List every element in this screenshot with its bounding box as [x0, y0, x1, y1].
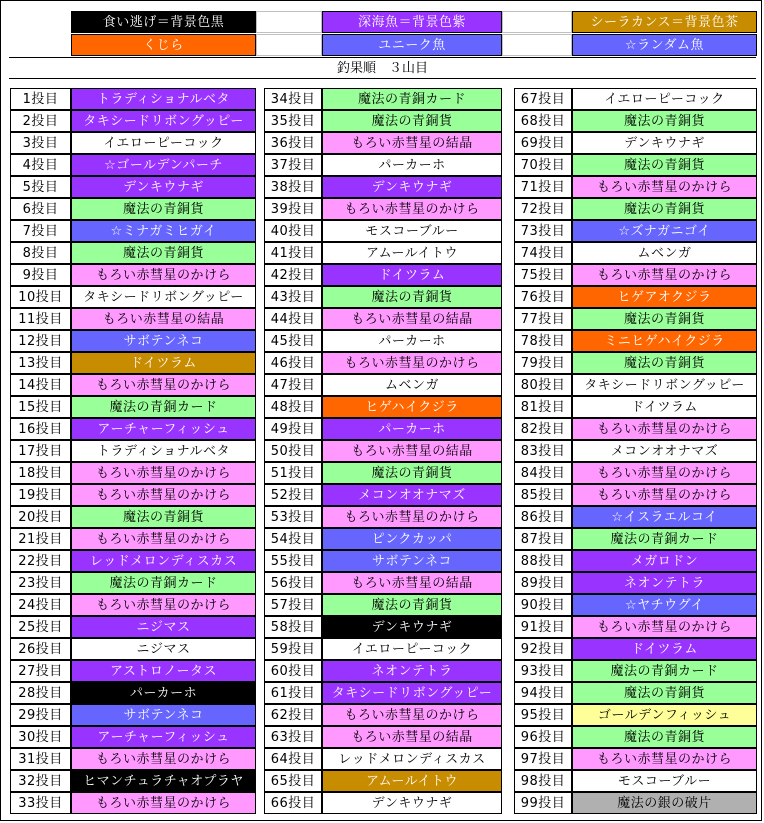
- fish-name: パーカーホ: [322, 418, 502, 440]
- fish-name: もろい赤彗星の結晶: [322, 132, 502, 154]
- fish-name: ムベンガ: [322, 374, 502, 396]
- cast-number: 37投目: [264, 154, 322, 176]
- fish-name: 魔法の青銅貨: [572, 726, 757, 748]
- cast-number: 2投目: [10, 110, 71, 132]
- fish-name: ☆ヤチウグイ: [572, 594, 757, 616]
- cast-number: 96投目: [514, 726, 572, 748]
- cast-number: 76投目: [514, 286, 572, 308]
- cast-number: 54投目: [264, 528, 322, 550]
- cast-number: 13投目: [10, 352, 71, 374]
- fish-name: 魔法の青銅カード: [71, 572, 256, 594]
- cast-number: 1投目: [10, 88, 71, 110]
- cast-number: 11投目: [10, 308, 71, 330]
- cast-number: 98投目: [514, 770, 572, 792]
- fish-name: ☆ミナガミヒガイ: [71, 220, 256, 242]
- cast-number: 52投目: [264, 484, 322, 506]
- fish-name: ヒマンチュラチャオプラヤ: [71, 770, 256, 792]
- fish-name: アムールイトウ: [322, 242, 502, 264]
- fish-name: 魔法の青銅貨: [71, 242, 256, 264]
- fish-name: ニジマス: [71, 638, 256, 660]
- cast-number: 25投目: [10, 616, 71, 638]
- fish-name: ミニヒゲハイクジラ: [572, 330, 757, 352]
- fish-name: メガロドン: [572, 550, 757, 572]
- legend-spacer: [256, 34, 322, 56]
- cast-number: 60投目: [264, 660, 322, 682]
- fish-name: サボテンネコ: [71, 704, 256, 726]
- fish-name: ドイツラム: [71, 352, 256, 374]
- cast-number: 38投目: [264, 176, 322, 198]
- fish-name: 魔法の青銅カード: [71, 396, 256, 418]
- cast-number: 82投目: [514, 418, 572, 440]
- fish-name: アムールイトウ: [322, 770, 502, 792]
- fish-name: アーチャーフィッシュ: [71, 726, 256, 748]
- cast-number: 12投目: [10, 330, 71, 352]
- fish-name: もろい赤彗星の結晶: [322, 440, 502, 462]
- fish-name: 魔法の青銅貨: [322, 286, 502, 308]
- fish-name: メコンオオナマズ: [322, 484, 502, 506]
- fish-name: 魔法の青銅貨: [572, 198, 757, 220]
- cast-number: 87投目: [514, 528, 572, 550]
- fish-name: もろい赤彗星のかけら: [322, 352, 502, 374]
- cast-number: 59投目: [264, 638, 322, 660]
- legend-item: 食い逃げ＝背景色黒: [71, 11, 256, 33]
- cast-number: 71投目: [514, 176, 572, 198]
- fish-name: 魔法の青銅貨: [322, 462, 502, 484]
- cast-number: 61投目: [264, 682, 322, 704]
- fish-name: レッドメロンディスカス: [71, 550, 256, 572]
- cast-number: 36投目: [264, 132, 322, 154]
- fish-name: アストロノータス: [71, 660, 256, 682]
- legend-spacer: [256, 11, 322, 33]
- cast-number: 67投目: [514, 88, 572, 110]
- cast-number: 80投目: [514, 374, 572, 396]
- legend-item: ユニーク魚: [322, 34, 502, 56]
- cast-number: 3投目: [10, 132, 71, 154]
- cast-number: 95投目: [514, 704, 572, 726]
- fish-name: パーカーホ: [322, 154, 502, 176]
- fish-name: もろい赤彗星の結晶: [322, 572, 502, 594]
- cast-number: 93投目: [514, 660, 572, 682]
- cast-number: 41投目: [264, 242, 322, 264]
- cast-number: 64投目: [264, 748, 322, 770]
- fish-name: もろい赤彗星のかけら: [572, 176, 757, 198]
- fish-name: イエローピーコック: [322, 638, 502, 660]
- fish-name: 魔法の青銅貨: [572, 308, 757, 330]
- fish-name: もろい赤彗星のかけら: [322, 704, 502, 726]
- cast-number: 91投目: [514, 616, 572, 638]
- fish-name: 魔法の青銅貨: [322, 594, 502, 616]
- cast-number: 21投目: [10, 528, 71, 550]
- fish-name: タキシードリボングッピー: [71, 110, 256, 132]
- cast-number: 75投目: [514, 264, 572, 286]
- fish-name: 魔法の青銅カード: [572, 528, 757, 550]
- cast-number: 33投目: [10, 792, 71, 814]
- fish-name: ヒゲハイクジラ: [322, 396, 502, 418]
- fish-name: モスコーブルー: [572, 770, 757, 792]
- fish-name: ドイツラム: [572, 396, 757, 418]
- fish-name: 魔法の青銅貨: [572, 154, 757, 176]
- fish-name: もろい赤彗星のかけら: [71, 594, 256, 616]
- fish-name: パーカーホ: [322, 330, 502, 352]
- cast-number: 99投目: [514, 792, 572, 814]
- cast-number: 27投目: [10, 660, 71, 682]
- fish-name: デンキウナギ: [322, 792, 502, 814]
- cast-number: 24投目: [10, 594, 71, 616]
- fish-name: もろい赤彗星の結晶: [322, 308, 502, 330]
- legend-spacer: [502, 34, 572, 56]
- cast-number: 23投目: [10, 572, 71, 594]
- cast-number: 73投目: [514, 220, 572, 242]
- fish-name: 魔法の青銅貨: [322, 110, 502, 132]
- fish-name: ネオンテトラ: [322, 660, 502, 682]
- fish-name: もろい赤彗星のかけら: [572, 616, 757, 638]
- fish-name: ピンクカッパ: [322, 528, 502, 550]
- cast-number: 57投目: [264, 594, 322, 616]
- fish-name: 魔法の青銅カード: [572, 660, 757, 682]
- fish-name: 魔法の青銅貨: [572, 352, 757, 374]
- cast-number: 4投目: [10, 154, 71, 176]
- cast-number: 40投目: [264, 220, 322, 242]
- fish-name: タキシードリボングッピー: [572, 374, 757, 396]
- cast-number: 28投目: [10, 682, 71, 704]
- cast-number: 49投目: [264, 418, 322, 440]
- fish-name: ドイツラム: [322, 264, 502, 286]
- cast-number: 34投目: [264, 88, 322, 110]
- cast-number: 55投目: [264, 550, 322, 572]
- cast-number: 32投目: [10, 770, 71, 792]
- fish-name: もろい赤彗星のかけら: [572, 462, 757, 484]
- legend-item: くじら: [71, 34, 256, 56]
- cast-number: 50投目: [264, 440, 322, 462]
- fish-name: デンキウナギ: [322, 176, 502, 198]
- cast-number: 42投目: [264, 264, 322, 286]
- fish-name: イエローピーコック: [572, 88, 757, 110]
- fish-name: ニジマス: [71, 616, 256, 638]
- cast-number: 66投目: [264, 792, 322, 814]
- cast-number: 39投目: [264, 198, 322, 220]
- fish-name: デンキウナギ: [71, 176, 256, 198]
- fish-name: ネオンテトラ: [572, 572, 757, 594]
- cast-number: 89投目: [514, 572, 572, 594]
- cast-number: 19投目: [10, 484, 71, 506]
- fish-name: もろい赤彗星のかけら: [572, 418, 757, 440]
- fish-name: もろい赤彗星の結晶: [71, 308, 256, 330]
- fish-name: アーチャーフィッシュ: [71, 418, 256, 440]
- fish-name: サボテンネコ: [71, 330, 256, 352]
- fish-name: もろい赤彗星のかけら: [572, 484, 757, 506]
- fish-name: もろい赤彗星のかけら: [71, 484, 256, 506]
- cast-number: 17投目: [10, 440, 71, 462]
- cast-number: 22投目: [10, 550, 71, 572]
- fish-name: もろい赤彗星のかけら: [71, 374, 256, 396]
- cast-number: 14投目: [10, 374, 71, 396]
- fish-name: メコンオオナマズ: [572, 440, 757, 462]
- cast-number: 86投目: [514, 506, 572, 528]
- cast-number: 72投目: [514, 198, 572, 220]
- fish-name: もろい赤彗星のかけら: [71, 528, 256, 550]
- cast-number: 94投目: [514, 682, 572, 704]
- fish-name: 魔法の青銅貨: [71, 198, 256, 220]
- fish-name: もろい赤彗星のかけら: [322, 198, 502, 220]
- cast-number: 51投目: [264, 462, 322, 484]
- fish-name: デンキウナギ: [322, 616, 502, 638]
- fish-name: もろい赤彗星のかけら: [572, 264, 757, 286]
- cast-number: 90投目: [514, 594, 572, 616]
- cast-number: 83投目: [514, 440, 572, 462]
- fish-name: トラディショナルベタ: [71, 440, 256, 462]
- fish-name: レッドメロンディスカス: [322, 748, 502, 770]
- cast-number: 7投目: [10, 220, 71, 242]
- cast-number: 53投目: [264, 506, 322, 528]
- fish-name: もろい赤彗星の結晶: [322, 726, 502, 748]
- legend-item: ☆ランダム魚: [572, 34, 757, 56]
- cast-number: 85投目: [514, 484, 572, 506]
- fish-name: 魔法の青銅カード: [322, 88, 502, 110]
- cast-number: 16投目: [10, 418, 71, 440]
- fish-name: ゴールデンフィッシュ: [572, 704, 757, 726]
- fish-name: 魔法の青銅貨: [572, 110, 757, 132]
- cast-number: 31投目: [10, 748, 71, 770]
- fish-name: もろい赤彗星のかけら: [71, 462, 256, 484]
- cast-number: 9投目: [10, 264, 71, 286]
- cast-number: 8投目: [10, 242, 71, 264]
- cast-number: 65投目: [264, 770, 322, 792]
- cast-number: 77投目: [514, 308, 572, 330]
- fish-name: 魔法の青銅貨: [71, 506, 256, 528]
- cast-number: 29投目: [10, 704, 71, 726]
- cast-number: 92投目: [514, 638, 572, 660]
- cast-number: 62投目: [264, 704, 322, 726]
- cast-number: 30投目: [10, 726, 71, 748]
- cast-number: 63投目: [264, 726, 322, 748]
- fish-name: もろい赤彗星のかけら: [71, 264, 256, 286]
- cast-number: 58投目: [264, 616, 322, 638]
- cast-number: 97投目: [514, 748, 572, 770]
- fish-name: もろい赤彗星のかけら: [322, 506, 502, 528]
- fish-name: もろい赤彗星のかけら: [71, 748, 256, 770]
- cast-number: 68投目: [514, 110, 572, 132]
- cast-number: 44投目: [264, 308, 322, 330]
- cast-number: 5投目: [10, 176, 71, 198]
- cast-number: 18投目: [10, 462, 71, 484]
- cast-number: 15投目: [10, 396, 71, 418]
- fish-name: タキシードリボングッピー: [71, 286, 256, 308]
- cast-number: 81投目: [514, 396, 572, 418]
- cast-number: 6投目: [10, 198, 71, 220]
- cast-number: 48投目: [264, 396, 322, 418]
- fish-name: デンキウナギ: [572, 132, 757, 154]
- fish-name: ☆イスラエルコイ: [572, 506, 757, 528]
- cast-number: 56投目: [264, 572, 322, 594]
- legend-item: シーラカンス＝背景色茶: [572, 11, 757, 33]
- legend-spacer: [502, 11, 572, 33]
- fish-name: もろい赤彗星のかけら: [71, 792, 256, 814]
- fish-name: タキシードリボングッピー: [322, 682, 502, 704]
- fish-name: モスコーブルー: [322, 220, 502, 242]
- fish-name: パーカーホ: [71, 682, 256, 704]
- fish-name: ☆ゴールデンパーチ: [71, 154, 256, 176]
- cast-number: 35投目: [264, 110, 322, 132]
- fish-name: ヒゲアオクジラ: [572, 286, 757, 308]
- cast-number: 47投目: [264, 374, 322, 396]
- cast-number: 43投目: [264, 286, 322, 308]
- fish-name: 魔法の銀の破片: [572, 792, 757, 814]
- fish-name: イエローピーコック: [71, 132, 256, 154]
- cast-number: 46投目: [264, 352, 322, 374]
- cast-number: 26投目: [10, 638, 71, 660]
- legend-item: 深海魚＝背景色紫: [322, 11, 502, 33]
- fish-name: 魔法の青銅貨: [572, 682, 757, 704]
- fish-name: サボテンネコ: [322, 550, 502, 572]
- fish-name: ☆ズナガニゴイ: [572, 220, 757, 242]
- fish-name: ドイツラム: [572, 638, 757, 660]
- cast-number: 74投目: [514, 242, 572, 264]
- cast-number: 10投目: [10, 286, 71, 308]
- fish-name: ムベンガ: [572, 242, 757, 264]
- cast-number: 78投目: [514, 330, 572, 352]
- cast-number: 84投目: [514, 462, 572, 484]
- cast-number: 79投目: [514, 352, 572, 374]
- cast-number: 45投目: [264, 330, 322, 352]
- cast-number: 20投目: [10, 506, 71, 528]
- cast-number: 69投目: [514, 132, 572, 154]
- cast-number: 88投目: [514, 550, 572, 572]
- fish-name: もろい赤彗星のかけら: [572, 748, 757, 770]
- page-title: 釣果順 ３山目: [9, 57, 756, 79]
- fish-name: トラディショナルベタ: [71, 88, 256, 110]
- cast-number: 70投目: [514, 154, 572, 176]
